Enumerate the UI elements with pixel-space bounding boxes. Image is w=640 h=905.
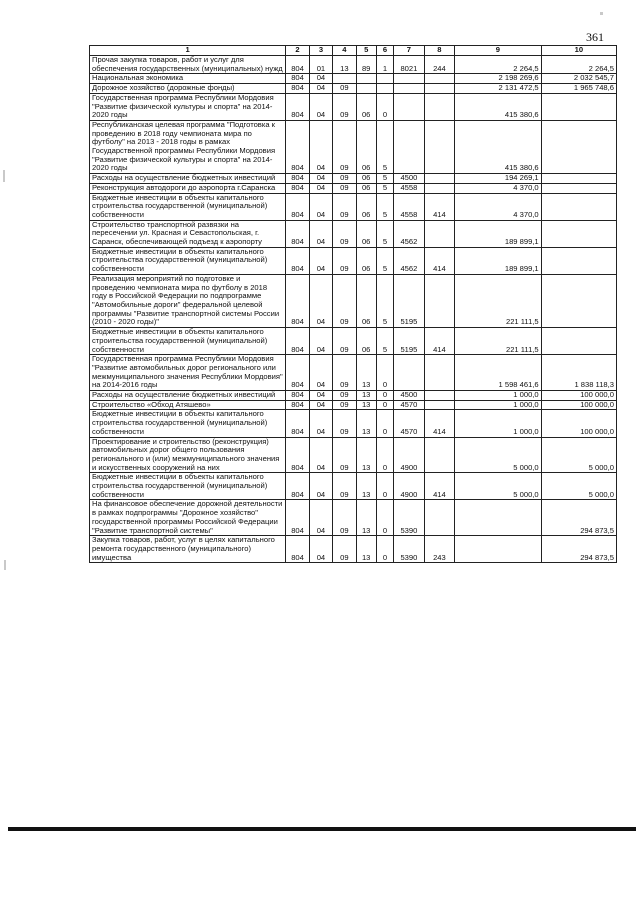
table-row: [90, 120, 617, 173]
column-header: 9: [455, 46, 541, 56]
row-c3-cell: 04: [309, 410, 332, 437]
row-c2-cell: 804: [286, 410, 309, 437]
row-c2-cell: 804: [286, 391, 309, 401]
row-c6-cell: 5: [376, 220, 393, 247]
table-row: [90, 328, 617, 355]
row-c8-cell: [424, 355, 455, 391]
row-c4-cell: 09: [333, 93, 356, 120]
row-c10-cell: [541, 93, 616, 120]
row-c3-cell: 04: [309, 74, 332, 84]
row-c10-cell: 100 000,0: [541, 410, 616, 437]
column-header: 5: [356, 46, 376, 56]
row-name-cell: Государственная программа Республики Мордовия "Развитие физической культуры и спорта" на 2014-2020 годы: [90, 93, 286, 120]
row-c9-cell: 194 269,1: [455, 174, 541, 184]
row-c8-cell: [424, 391, 455, 401]
row-name-cell: Бюджетные инвестиции в объекты капитального строительства государственной (муниципальной) собственности: [90, 193, 286, 220]
row-c4-cell: 09: [333, 536, 356, 563]
row-name-cell: Бюджетные инвестиции в объекты капитального строительства государственной (муниципальной) собственности: [90, 473, 286, 500]
table-row: [90, 220, 617, 247]
row-c2-cell: 804: [286, 355, 309, 391]
row-c8-cell: [424, 437, 455, 473]
row-c5-cell: 06: [356, 328, 376, 355]
row-c6-cell: 0: [376, 410, 393, 437]
row-c8-cell: 414: [424, 193, 455, 220]
row-c5-cell: 06: [356, 193, 376, 220]
table-row: [90, 355, 617, 391]
row-c9-cell: 5 000,0: [455, 473, 541, 500]
row-name-cell: Проектирование и строительство (реконструкция) автомобильных дорог общего пользования регионального и (или) межмуниципального значения и искусственных сооружений на них: [90, 437, 286, 473]
row-c4-cell: 09: [333, 437, 356, 473]
row-c5-cell: [356, 84, 376, 94]
row-c10-cell: [541, 183, 616, 193]
row-c10-cell: [541, 120, 616, 173]
row-c6-cell: 5: [376, 328, 393, 355]
row-c5-cell: 13: [356, 391, 376, 401]
table-row: [90, 56, 617, 74]
bottom-rule: [8, 827, 636, 831]
row-name-cell: Государственная программа Республики Мордовия "Развитие автомобильных дорог регионального или межмуниципального значения Республики Мордовия" на 2014-2016 годы: [90, 355, 286, 391]
row-c6-cell: 5: [376, 274, 393, 327]
row-c5-cell: 13: [356, 536, 376, 563]
column-header: 8: [424, 46, 455, 56]
row-c2-cell: 804: [286, 183, 309, 193]
row-c3-cell: 04: [309, 183, 332, 193]
table-row: [90, 274, 617, 327]
row-name-cell: Реализация мероприятий по подготовке и проведению чемпионата мира по футболу в 2018 году в Российской Федерации по подпрограмме "Автомобильные дороги" федеральной целевой программы "Развитие транспортной системы России (2010 - 2020 годы)": [90, 274, 286, 327]
row-c7-cell: 5195: [394, 274, 425, 327]
row-c7-cell: [394, 120, 425, 173]
row-c7-cell: 4562: [394, 247, 425, 274]
column-header: 7: [394, 46, 425, 56]
row-c6-cell: [376, 74, 393, 84]
row-c7-cell: 4500: [394, 174, 425, 184]
page-number: 361: [586, 30, 604, 44]
budget-table-container: [89, 45, 617, 563]
row-c3-cell: 04: [309, 536, 332, 563]
row-c7-cell: 4558: [394, 193, 425, 220]
row-c2-cell: 804: [286, 536, 309, 563]
row-c9-cell: 415 380,6: [455, 120, 541, 173]
row-c3-cell: 04: [309, 355, 332, 391]
column-header: 10: [541, 46, 616, 56]
row-c3-cell: 04: [309, 391, 332, 401]
row-c5-cell: 06: [356, 220, 376, 247]
row-c10-cell: 294 873,5: [541, 536, 616, 563]
row-c4-cell: 13: [333, 56, 356, 74]
row-c9-cell: 1 598 461,6: [455, 355, 541, 391]
row-c4-cell: 09: [333, 410, 356, 437]
row-c3-cell: 04: [309, 437, 332, 473]
row-c6-cell: 0: [376, 437, 393, 473]
row-c8-cell: 414: [424, 473, 455, 500]
row-name-cell: Прочая закупка товаров, работ и услуг для обеспечения государственных (муниципальных) нужд: [90, 56, 286, 74]
row-c8-cell: [424, 93, 455, 120]
row-c2-cell: 804: [286, 328, 309, 355]
row-c7-cell: 5195: [394, 328, 425, 355]
row-c2-cell: 804: [286, 174, 309, 184]
row-c6-cell: 5: [376, 247, 393, 274]
row-c10-cell: 100 000,0: [541, 400, 616, 410]
row-c2-cell: 804: [286, 93, 309, 120]
row-c7-cell: 4900: [394, 437, 425, 473]
row-c8-cell: [424, 400, 455, 410]
row-c8-cell: 414: [424, 328, 455, 355]
row-c10-cell: 5 000,0: [541, 437, 616, 473]
row-c8-cell: [424, 274, 455, 327]
row-c4-cell: 09: [333, 220, 356, 247]
row-c7-cell: [394, 74, 425, 84]
row-c8-cell: 244: [424, 56, 455, 74]
column-header: 4: [333, 46, 356, 56]
row-c9-cell: 1 000,0: [455, 391, 541, 401]
budget-table: [89, 45, 617, 563]
table-row: [90, 247, 617, 274]
row-c6-cell: 0: [376, 473, 393, 500]
row-c3-cell: 04: [309, 220, 332, 247]
row-c6-cell: 1: [376, 56, 393, 74]
row-c4-cell: 09: [333, 84, 356, 94]
row-c9-cell: 1 000,0: [455, 410, 541, 437]
row-c8-cell: 414: [424, 247, 455, 274]
row-c3-cell: 04: [309, 473, 332, 500]
row-c8-cell: 414: [424, 410, 455, 437]
row-c4-cell: 09: [333, 183, 356, 193]
column-header: 3: [309, 46, 332, 56]
row-c9-cell: 5 000,0: [455, 437, 541, 473]
row-c6-cell: 0: [376, 355, 393, 391]
row-c6-cell: 5: [376, 183, 393, 193]
row-name-cell: Национальная экономика: [90, 74, 286, 84]
row-c2-cell: 804: [286, 473, 309, 500]
row-c2-cell: 804: [286, 120, 309, 173]
row-c3-cell: 04: [309, 400, 332, 410]
row-c5-cell: [356, 74, 376, 84]
row-c5-cell: 06: [356, 93, 376, 120]
column-header: 6: [376, 46, 393, 56]
row-c7-cell: [394, 93, 425, 120]
row-c8-cell: [424, 183, 455, 193]
row-c4-cell: 09: [333, 391, 356, 401]
row-c5-cell: 13: [356, 355, 376, 391]
row-c9-cell: 1 000,0: [455, 400, 541, 410]
row-c7-cell: 8021: [394, 56, 425, 74]
row-c4-cell: [333, 74, 356, 84]
row-c8-cell: [424, 500, 455, 536]
row-name-cell: На финансовое обеспечение дорожной деятельности в рамках подпрограммы "Дорожное хозяйство" государственной программы Российской Федерации "Развитие транспортной системы": [90, 500, 286, 536]
row-name-cell: Закупка товаров, работ, услуг в целях капитального ремонта государственного (муниципального) имущества: [90, 536, 286, 563]
row-c2-cell: 804: [286, 56, 309, 74]
row-c5-cell: 13: [356, 500, 376, 536]
row-c3-cell: 04: [309, 84, 332, 94]
row-c9-cell: 4 370,0: [455, 193, 541, 220]
row-c3-cell: 01: [309, 56, 332, 74]
row-c7-cell: 4562: [394, 220, 425, 247]
table-body: [90, 56, 617, 563]
row-c5-cell: 06: [356, 274, 376, 327]
row-c7-cell: 4570: [394, 410, 425, 437]
row-c4-cell: 09: [333, 473, 356, 500]
row-c5-cell: 89: [356, 56, 376, 74]
row-c5-cell: 06: [356, 120, 376, 173]
row-c8-cell: [424, 174, 455, 184]
row-c10-cell: 2 032 545,7: [541, 74, 616, 84]
row-c7-cell: [394, 355, 425, 391]
table-row: [90, 410, 617, 437]
row-c7-cell: 5390: [394, 536, 425, 563]
table-row: [90, 500, 617, 536]
table-row: [90, 400, 617, 410]
row-c4-cell: 09: [333, 174, 356, 184]
row-c7-cell: 4570: [394, 400, 425, 410]
row-c2-cell: 804: [286, 500, 309, 536]
row-c5-cell: 13: [356, 437, 376, 473]
row-c4-cell: 09: [333, 400, 356, 410]
row-c8-cell: [424, 84, 455, 94]
row-c9-cell: 415 380,6: [455, 93, 541, 120]
row-c10-cell: 1 838 118,3: [541, 355, 616, 391]
scan-mark: [4, 560, 6, 570]
row-c8-cell: [424, 74, 455, 84]
row-c6-cell: 5: [376, 193, 393, 220]
row-c10-cell: [541, 328, 616, 355]
column-header: 2: [286, 46, 309, 56]
row-c7-cell: 5390: [394, 500, 425, 536]
row-c10-cell: [541, 174, 616, 184]
row-c9-cell: 189 899,1: [455, 247, 541, 274]
table-row: [90, 536, 617, 563]
row-c3-cell: 04: [309, 328, 332, 355]
row-c2-cell: 804: [286, 84, 309, 94]
row-c3-cell: 04: [309, 174, 332, 184]
row-name-cell: Реконструкция автодороги до аэропорта г.Саранска: [90, 183, 286, 193]
row-c9-cell: 2 264,5: [455, 56, 541, 74]
row-c9-cell: 4 370,0: [455, 183, 541, 193]
row-c9-cell: 221 111,5: [455, 328, 541, 355]
table-row: [90, 93, 617, 120]
row-c10-cell: 100 000,0: [541, 391, 616, 401]
row-c9-cell: 2 131 472,5: [455, 84, 541, 94]
table-row: [90, 174, 617, 184]
row-c6-cell: 0: [376, 93, 393, 120]
row-c10-cell: [541, 274, 616, 327]
row-c2-cell: 804: [286, 220, 309, 247]
row-name-cell: Строительство транспортной развязки на пересечении ул. Красная и Севастопольская, г. Саранск, обеспечивающей подъезд к аэропорту: [90, 220, 286, 247]
row-c5-cell: 13: [356, 400, 376, 410]
row-c2-cell: 804: [286, 400, 309, 410]
row-c6-cell: 0: [376, 400, 393, 410]
row-c9-cell: 2 198 269,6: [455, 74, 541, 84]
row-c6-cell: 5: [376, 174, 393, 184]
row-c5-cell: 06: [356, 183, 376, 193]
row-name-cell: Строительство «Обход Атяшево»: [90, 400, 286, 410]
row-c2-cell: 804: [286, 193, 309, 220]
row-c4-cell: 09: [333, 193, 356, 220]
table-row: [90, 391, 617, 401]
row-c10-cell: 5 000,0: [541, 473, 616, 500]
row-c4-cell: 09: [333, 247, 356, 274]
row-c7-cell: 4900: [394, 473, 425, 500]
row-c2-cell: 804: [286, 437, 309, 473]
row-c10-cell: [541, 220, 616, 247]
table-row: [90, 84, 617, 94]
row-c9-cell: 221 111,5: [455, 274, 541, 327]
row-name-cell: Дорожное хозяйство (дорожные фонды): [90, 84, 286, 94]
row-c4-cell: 09: [333, 328, 356, 355]
row-c7-cell: [394, 84, 425, 94]
row-c10-cell: [541, 247, 616, 274]
row-c10-cell: [541, 193, 616, 220]
row-c7-cell: 4558: [394, 183, 425, 193]
table-header-row: [90, 46, 617, 56]
row-c6-cell: [376, 84, 393, 94]
row-c5-cell: 13: [356, 473, 376, 500]
row-c10-cell: 2 264,5: [541, 56, 616, 74]
row-c10-cell: 1 965 748,6: [541, 84, 616, 94]
table-row: [90, 74, 617, 84]
row-c9-cell: [455, 500, 541, 536]
table-row: [90, 473, 617, 500]
row-c4-cell: 09: [333, 355, 356, 391]
row-c4-cell: 09: [333, 274, 356, 327]
table-row: [90, 193, 617, 220]
row-c10-cell: 294 873,5: [541, 500, 616, 536]
row-c2-cell: 804: [286, 274, 309, 327]
row-c3-cell: 04: [309, 120, 332, 173]
row-c8-cell: 243: [424, 536, 455, 563]
row-c6-cell: 0: [376, 500, 393, 536]
row-c3-cell: 04: [309, 193, 332, 220]
row-c2-cell: 804: [286, 247, 309, 274]
row-c8-cell: [424, 120, 455, 173]
row-c3-cell: 04: [309, 274, 332, 327]
row-c6-cell: 0: [376, 391, 393, 401]
row-c8-cell: [424, 220, 455, 247]
row-name-cell: Бюджетные инвестиции в объекты капитального строительства государственной (муниципальной) собственности: [90, 328, 286, 355]
row-c9-cell: [455, 536, 541, 563]
scan-mark: [600, 12, 603, 15]
row-name-cell: Бюджетные инвестиции в объекты капитального строительства государственной (муниципальной) собственности: [90, 410, 286, 437]
row-name-cell: Расходы на осуществление бюджетных инвестиций: [90, 391, 286, 401]
row-c3-cell: 04: [309, 500, 332, 536]
row-c5-cell: 06: [356, 247, 376, 274]
row-name-cell: Республиканская целевая программа "Подготовка к проведению в 2018 году чемпионата мира по футболу" на 2013 - 2018 годы в рамках Государственной программы Республики Мордовия "Развитие физической культуры и спорта" на 2014-2020 годы: [90, 120, 286, 173]
row-c5-cell: 06: [356, 174, 376, 184]
row-c5-cell: 13: [356, 410, 376, 437]
row-c3-cell: 04: [309, 247, 332, 274]
table-row: [90, 183, 617, 193]
row-c6-cell: 5: [376, 120, 393, 173]
row-c7-cell: 4500: [394, 391, 425, 401]
row-c4-cell: 09: [333, 120, 356, 173]
row-c4-cell: 09: [333, 500, 356, 536]
column-header: 1: [90, 46, 286, 56]
table-row: [90, 437, 617, 473]
row-c3-cell: 04: [309, 93, 332, 120]
row-name-cell: Расходы на осуществление бюджетных инвестиций: [90, 174, 286, 184]
row-name-cell: Бюджетные инвестиции в объекты капитального строительства государственной (муниципальной) собственности: [90, 247, 286, 274]
row-c9-cell: 189 899,1: [455, 220, 541, 247]
row-c2-cell: 804: [286, 74, 309, 84]
row-c6-cell: 0: [376, 536, 393, 563]
scan-mark: [3, 170, 5, 182]
